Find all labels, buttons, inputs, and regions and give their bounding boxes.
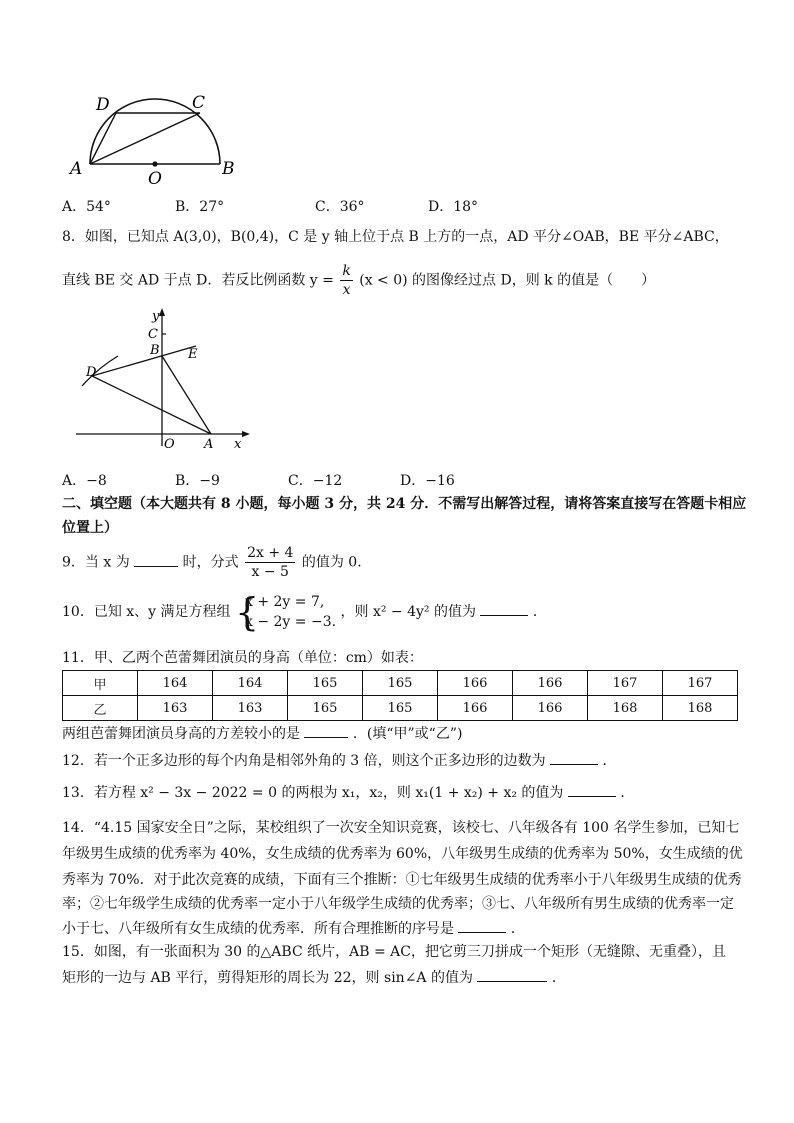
q7-option-b: B．27°	[175, 199, 225, 215]
q14-line3: 秀率为 70%．对于此次竞赛的成绩，下面有三个推断：①七年级男生成绩的优秀率小于八年级男生成绩的优秀	[62, 872, 742, 888]
q15-line1: 15．如图，有一张面积为 30 的△ABC 纸片，AB = AC，把它剪三刀拼成一个矩形（无缝隙、无重叠），且	[62, 944, 726, 960]
q9: 9．当 x 为 时，分式 $\frac{2x + 4}{x - 5}$ 的值为 0．	[62, 545, 372, 580]
q8-line2	[62, 262, 655, 299]
q8-option-c: C．−12	[288, 473, 343, 489]
q8-line2-a: 直线 BE 交 AD 于点 D．若反比例函数 y =	[62, 272, 334, 289]
label-A: A	[204, 437, 214, 452]
q11-answer-blank[interactable]	[304, 723, 348, 738]
q7-option-a: A．54°	[62, 199, 111, 215]
q8-option-b: B．−9	[175, 473, 220, 489]
q8-option-a: A．−8	[62, 473, 107, 489]
section2-heading-line2: 位置上）	[62, 520, 118, 536]
q15-answer-blank[interactable]	[477, 967, 547, 982]
q11-after: 两组芭蕾舞团演员身高的方差较小的是 ．(填“甲”或“乙”)	[62, 723, 462, 744]
q8-fraction: $\frac{k}{x}$	[342, 263, 351, 298]
table-row: 乙 163 163 165 165 166 166 168 168	[63, 696, 738, 721]
q9-answer-blank[interactable]	[134, 552, 178, 567]
label-C: C	[148, 327, 158, 342]
q10: 10．已知 x、y 满足方程组 { x + 2y = 7, x − 2y = −3. ，则 x² − 4y² 的值为 ．	[62, 590, 547, 634]
q8-option-d: D．−16	[400, 473, 455, 489]
q9-fraction: $\frac{2x + 4}{x - 5}$	[247, 545, 294, 580]
label-y: y	[152, 309, 160, 324]
label-x: x	[234, 437, 242, 452]
label-O: O	[164, 437, 175, 452]
q13: 13．若方程 x² − 3x − 2022 = 0 的两根为 x₁，x₂，则 x₁(1 + x₂) + x₂ 的值为 ．	[62, 782, 634, 803]
q14-line5: 小于七、八年级所有女生成绩的优秀率．所有合理推断的序号是 ．	[62, 918, 525, 939]
q14-answer-blank[interactable]	[458, 918, 506, 933]
label-O: O	[148, 169, 162, 188]
label-E: E	[188, 347, 198, 362]
brace-icon: {	[234, 590, 260, 634]
label-D: D	[86, 365, 97, 380]
label-A: A	[70, 159, 83, 179]
label-B: B	[150, 343, 160, 358]
q14-line4: 率；②七年级学生成绩的优秀率一定小于八年级学生成绩的优秀率；③七、八年级所有男生成绩的优秀率一定	[62, 896, 734, 912]
label-C: C	[192, 93, 206, 113]
q11-stem: 11．甲、乙两个芭蕾舞团演员的身高（单位：cm）如表：	[62, 650, 423, 666]
q14-line2: 年级男生成绩的优秀率为 40%，女生成绩的优秀率为 60%，八年级男生成绩的优秀率为 50%，女生成绩的优	[62, 846, 743, 862]
table-row: 甲 164 164 165 165 166 166 167 167	[63, 671, 738, 696]
semicircle-figure	[66, 88, 246, 188]
heights-table	[62, 670, 738, 721]
q13-answer-blank[interactable]	[568, 782, 616, 797]
q8-line2-b: (x < 0) 的图像经过点 D，则 k 的值是（ ）	[359, 272, 656, 289]
q14-line1: 14．“4.15 国家安全日”之际，某校组织了一次安全知识竞赛，该校七、八年级各有 100 名学生参加，已知七	[62, 820, 740, 836]
label-D: D	[96, 95, 110, 115]
q12-answer-blank[interactable]	[550, 750, 598, 765]
label-B: B	[222, 159, 235, 179]
q10-equation-system: { x + 2y = 7, x − 2y = −3.	[234, 590, 337, 634]
q10-answer-blank[interactable]	[480, 601, 528, 616]
q7-option-c: C．36°	[315, 199, 365, 215]
q8-line1: 8．如图，已知点 A(3,0)，B(0,4)，C 是 y 轴上位于点 B 上方的一点，AD 平分∠OAB，BE 平分∠ABC，	[62, 229, 729, 245]
q7-option-d: D．18°	[428, 199, 479, 215]
q15-line2: 矩形的一边与 AB 平行，剪得矩形的周长为 22，则 sin∠A 的值为 ．	[62, 967, 566, 988]
q12: 12．若一个正多边形的每个内角是相邻外角的 3 倍，则这个正多边形的边数为 ．	[62, 750, 617, 771]
coordinate-figure	[70, 306, 260, 456]
section2-heading-line1: 二、填空题（本大题共有 8 小题，每小题 3 分，共 24 分．不需写出解答过程，请将答案直接写在答题卡相应	[62, 496, 747, 512]
